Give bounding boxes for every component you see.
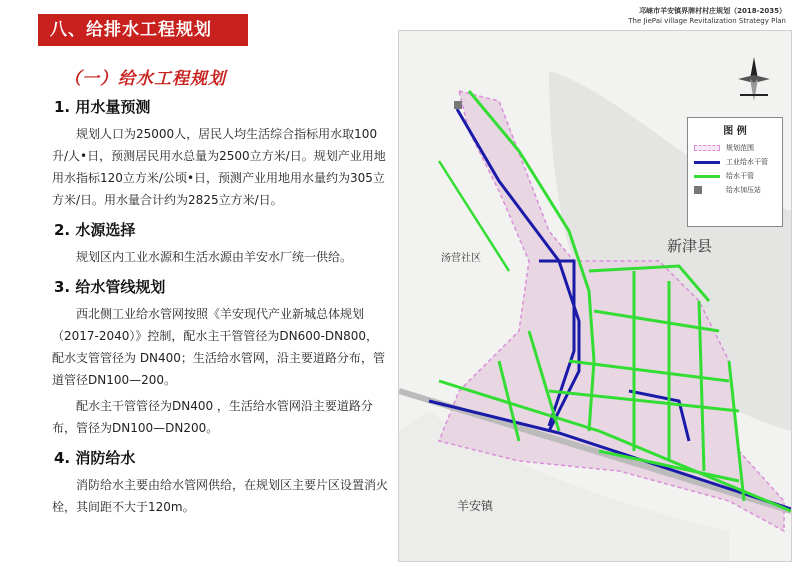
- legend-item: 规划范围: [694, 141, 776, 155]
- legend-swatch-boundary: [694, 145, 720, 151]
- place-label-tangying: 汤营社区: [441, 253, 481, 264]
- place-label-yangan: 羊安镇: [457, 499, 494, 513]
- heading-water-source: 2. 水源选择: [54, 221, 136, 239]
- map-graphic: [399, 31, 791, 561]
- header-title-en: The JiePai village Revitalization Strategy Plan: [628, 17, 786, 25]
- paragraph-pipeline-2: 配水主干管管径为DN400 ，生活给水管网沿主要道路分布，管径为DN100—DN200。: [52, 399, 373, 435]
- heading-pipeline: 3. 给水管线规划: [54, 278, 166, 296]
- water-supply-map: [398, 30, 792, 562]
- text-body: [38, 96, 388, 522]
- north-arrow-icon: [734, 55, 774, 105]
- legend-item: 工业给水干管: [694, 155, 776, 169]
- legend-item: 给水加压站: [694, 183, 776, 197]
- legend-item: 给水干管: [694, 169, 776, 183]
- subsection-title: （一）给水工程规划: [64, 69, 226, 89]
- heading-water-demand: 1. 用水量预测: [54, 98, 151, 116]
- paragraph-water-demand: 规划人口为25000人，居民人均生活综合指标用水取100升/人•日，预测居民用水总量为2500立方米/日。规划产业用地用水指标120立方米/公顷•日，预测产业用地用水量约为305立方米/日。用水量合计约为2825立方米/日。: [52, 127, 386, 207]
- pressure-station-icon: [454, 101, 462, 109]
- legend-swatch-supply: [694, 175, 720, 178]
- header-title-cn: 邛崃市羊安镇界牌村村庄规划（2018-2035）: [639, 7, 786, 15]
- section-title: 八、给排水工程规划: [38, 14, 248, 46]
- legend-swatch-industrial: [694, 161, 720, 164]
- heading-fire-water: 4. 消防给水: [54, 449, 136, 467]
- legend-title: 图 例: [723, 126, 747, 137]
- document-header: [628, 6, 786, 26]
- place-label-xinjin: 新津县: [667, 237, 713, 255]
- paragraph-water-source: 规划区内工业水源和生活水源由羊安水厂统一供给。: [76, 250, 353, 264]
- paragraph-fire-water: 消防给水主要由给水管网供给，在规划区主要片区设置消火栓，其间距不大于120m。: [52, 478, 389, 514]
- paragraph-pipeline-1: 西北侧工业给水管网按照《羊安现代产业新城总体规划（2017-2040）》控制，配水主干管管径为DN600-DN800，配水支管管径为 DN400；生活给水管网，沿主要道路分布，管道管径DN100—200。: [52, 307, 385, 387]
- legend-swatch-station: [694, 186, 702, 194]
- map-legend: [687, 117, 783, 227]
